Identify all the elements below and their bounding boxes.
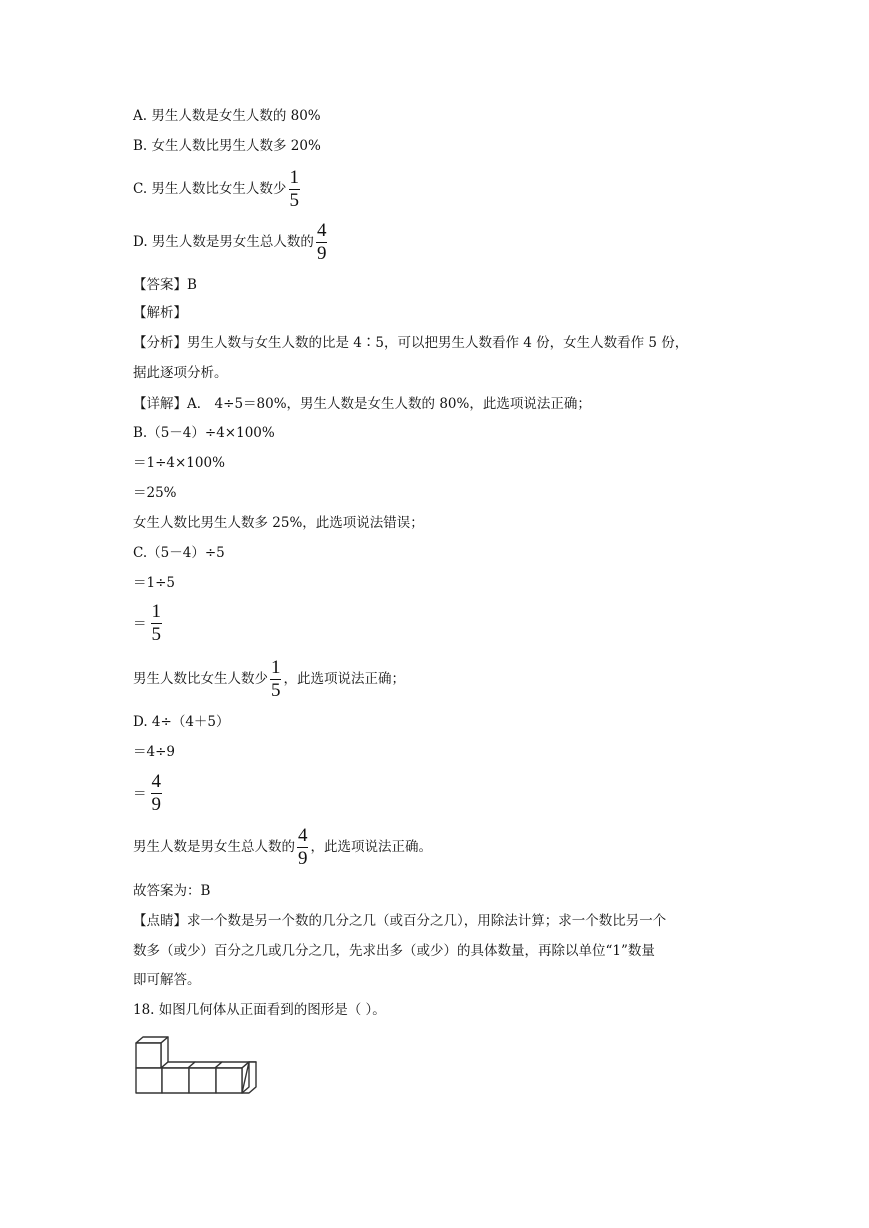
dianjing-line-2: 数多（或少）百分之几或几分之几，先求出多（或少）的具体数量，再除以单位“1”数量 (133, 943, 655, 959)
equals-sign: ＝ (133, 785, 147, 802)
detail-d-step-1: D. 4÷（4＋5） (133, 714, 230, 730)
fraction-numerator: 4 (151, 771, 161, 792)
detail-a-line: 【详解】A． 4÷5＝80%，男生人数是女生人数的 80%，此选项说法正确； (133, 396, 591, 412)
detail-c-step-1: C.（5－4）÷5 (133, 545, 225, 561)
question-18: 18. 如图几何体从正面看到的图形是（ ）。 (133, 1002, 386, 1018)
detail-d-step-3 (133, 772, 164, 815)
detail-c-conclusion (133, 658, 405, 701)
detail-b-step-1: B.（5－4）÷4×100% (133, 425, 275, 441)
fraction-denominator: 9 (298, 848, 308, 869)
cube-solid-figure-icon (132, 1034, 262, 1098)
detail-c-conclusion-fraction (270, 658, 282, 701)
option-c (133, 168, 302, 211)
conclusion-line: 故答案为：B (133, 883, 211, 899)
option-c-fraction (288, 168, 300, 211)
detail-c-fraction (151, 602, 163, 645)
option-c-text: C. 男生人数比女生人数少 (133, 181, 287, 197)
option-d (133, 221, 329, 264)
detail-c-conclusion-post: ，此选项说法正确； (283, 671, 405, 687)
fraction-numerator: 4 (316, 220, 327, 241)
detail-b-step-3: ＝25% (133, 485, 177, 501)
fenxi-line-1: 【分析】男生人数与女生人数的比是 4∶5，可以把男生人数看作 4 份，女生人数看作 5 份， (133, 335, 689, 351)
answer-line: 【答案】B (133, 277, 197, 293)
fraction-numerator: 1 (151, 601, 161, 622)
fraction-denominator: 5 (151, 624, 161, 645)
fraction-denominator: 5 (271, 680, 281, 701)
detail-d-step-2: ＝4÷9 (133, 744, 175, 760)
detail-d-conclusion (133, 826, 432, 869)
dianjing-line-3: 即可解答。 (133, 972, 201, 988)
fraction-numerator: 4 (298, 825, 308, 846)
fraction-denominator: 9 (151, 794, 161, 815)
detail-d-conclusion-fraction (297, 826, 309, 869)
detail-c-step-2: ＝1÷5 (133, 575, 175, 591)
detail-b-step-2: ＝1÷4×100% (133, 455, 225, 471)
analysis-heading: 【解析】 (133, 305, 187, 321)
fraction-numerator: 1 (271, 657, 281, 678)
detail-c-step-3 (133, 602, 164, 645)
equals-sign: ＝ (133, 615, 147, 632)
option-d-text: D. 男生人数是男女生总人数的 (133, 234, 314, 250)
detail-d-fraction (151, 772, 163, 815)
option-b: B. 女生人数比男生人数多 20% (133, 138, 321, 154)
detail-d-conclusion-pre: 男生人数是男女生总人数的 (133, 839, 295, 855)
detail-d-conclusion-post: ，此选项说法正确。 (310, 839, 432, 855)
detail-c-conclusion-pre: 男生人数比女生人数少 (133, 671, 268, 687)
fraction-numerator: 1 (289, 167, 299, 188)
fraction-denominator: 5 (289, 190, 299, 211)
option-a: A. 男生人数是女生人数的 80% (133, 108, 321, 124)
fenxi-line-2: 据此逐项分析。 (133, 365, 228, 381)
dianjing-line-1: 【点睛】求一个数是另一个数的几分之几（或百分之几），用除法计算；求一个数比另一个 (133, 913, 667, 929)
detail-b-conclusion: 女生人数比男生人数多 25%，此选项说法错误； (133, 515, 424, 531)
fraction-denominator: 9 (316, 243, 327, 264)
option-d-fraction (316, 221, 328, 264)
